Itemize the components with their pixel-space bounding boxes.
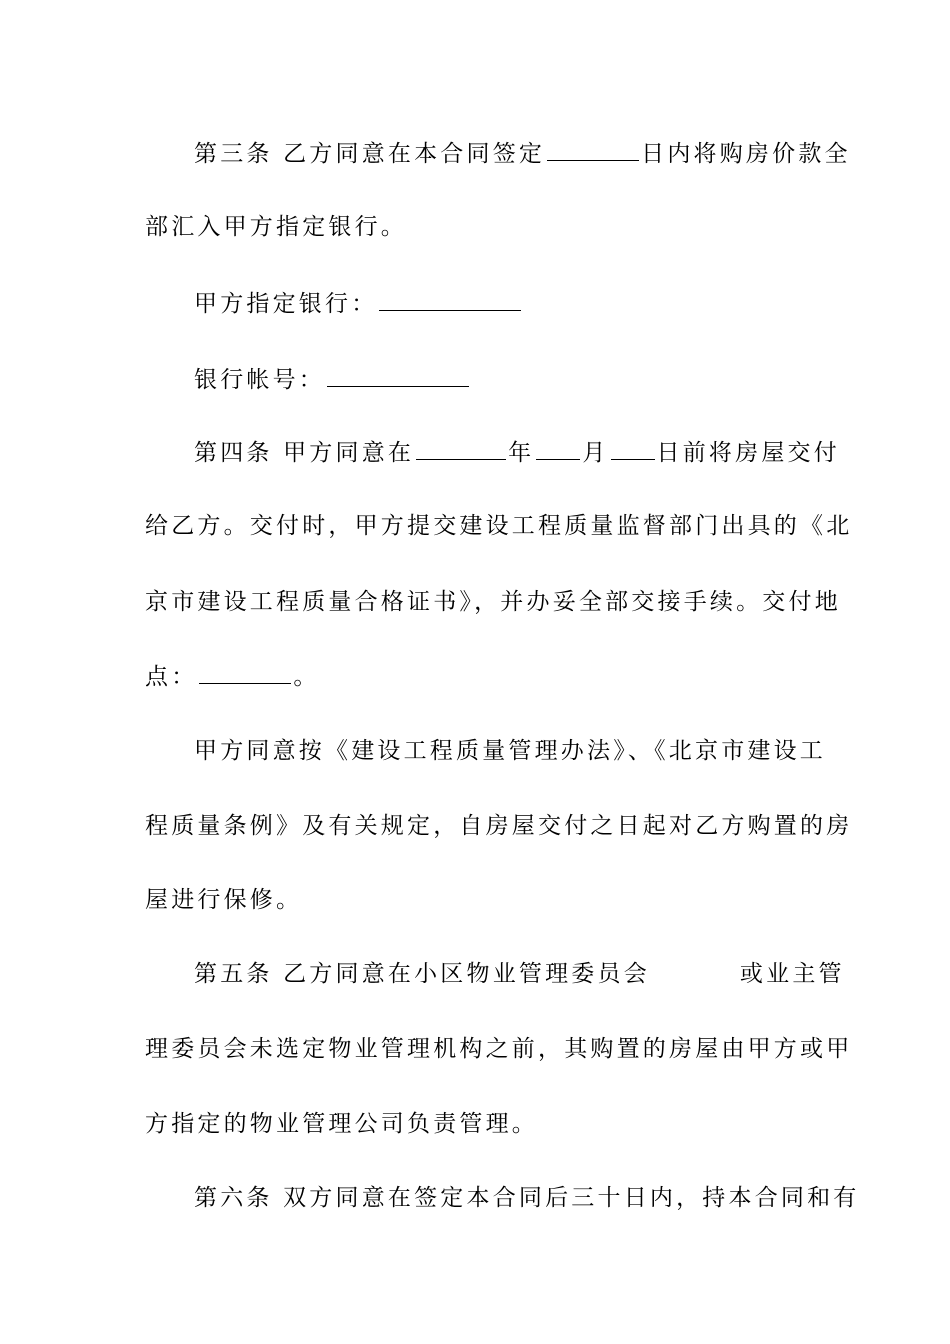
- blank-bank-name: [379, 288, 521, 311]
- text-segment: 给乙方。交付时，甲方提交建设工程质量监督部门出具的《北: [145, 513, 853, 539]
- text-segment: 方指定的物业管理公司负责管理。: [145, 1111, 538, 1137]
- text-segment: 第五条 乙方同意在小区物业管理委员会: [194, 961, 650, 987]
- blank-delivery-place: [199, 661, 291, 684]
- article-3-line-1: [194, 138, 851, 169]
- text-segment: 。: [293, 664, 320, 690]
- text-segment: 第三条 乙方同意在本合同签定: [194, 141, 546, 167]
- text-segment: 日前将房屋交付: [656, 440, 840, 466]
- article-5-line-2: [145, 1034, 853, 1064]
- blank-year: [416, 437, 506, 460]
- text-segment: 年: [508, 440, 535, 466]
- bank-account-label: 银行帐号：: [194, 367, 325, 393]
- text-segment: 点：: [145, 664, 198, 690]
- article-3-line-2: [145, 212, 805, 242]
- blank-account-number: [327, 364, 469, 387]
- text-segment: 程质量条例》及有关规定，自房屋交付之日起对乙方购置的房: [145, 813, 853, 839]
- bank-account-line: [194, 364, 805, 395]
- text-segment: 日内将购房价款全: [641, 141, 851, 167]
- article-4-line-3: [145, 587, 841, 617]
- article-5-line-3: [145, 1109, 805, 1139]
- designated-bank-line: [194, 288, 805, 319]
- designated-bank-label: 甲方指定银行：: [194, 291, 378, 317]
- article-4-line-2: [145, 511, 853, 541]
- text-segment: 或业主管: [739, 961, 845, 987]
- article-6-line-1: [194, 1183, 860, 1213]
- warranty-line-2: [145, 811, 853, 841]
- warranty-line-1: [194, 736, 826, 766]
- article-5-line-1: [194, 959, 845, 989]
- article-4-line-4: [145, 661, 805, 692]
- blank-day: [611, 437, 655, 460]
- text-segment: 京市建设工程质量合格证书》，并办妥全部交接手续。交付地: [145, 589, 841, 615]
- blank-month: [536, 437, 580, 460]
- blank-days: [547, 138, 639, 161]
- text-segment: 第四条 甲方同意在: [194, 440, 415, 466]
- text-segment: 第六条 双方同意在签定本合同后三十日内，持本合同和有: [194, 1185, 860, 1211]
- article-4-line-1: [194, 437, 840, 468]
- text-segment: 屋进行保修。: [145, 887, 303, 913]
- warranty-line-3: [145, 885, 805, 915]
- text-segment: 甲方同意按《建设工程质量管理办法》、《北京市建设工: [194, 738, 826, 764]
- text-segment: 月: [582, 440, 609, 466]
- text-segment: 理委员会未选定物业管理机构之前，其购置的房屋由甲方或甲: [145, 1036, 853, 1062]
- text-segment: 部汇入甲方指定银行。: [145, 214, 407, 240]
